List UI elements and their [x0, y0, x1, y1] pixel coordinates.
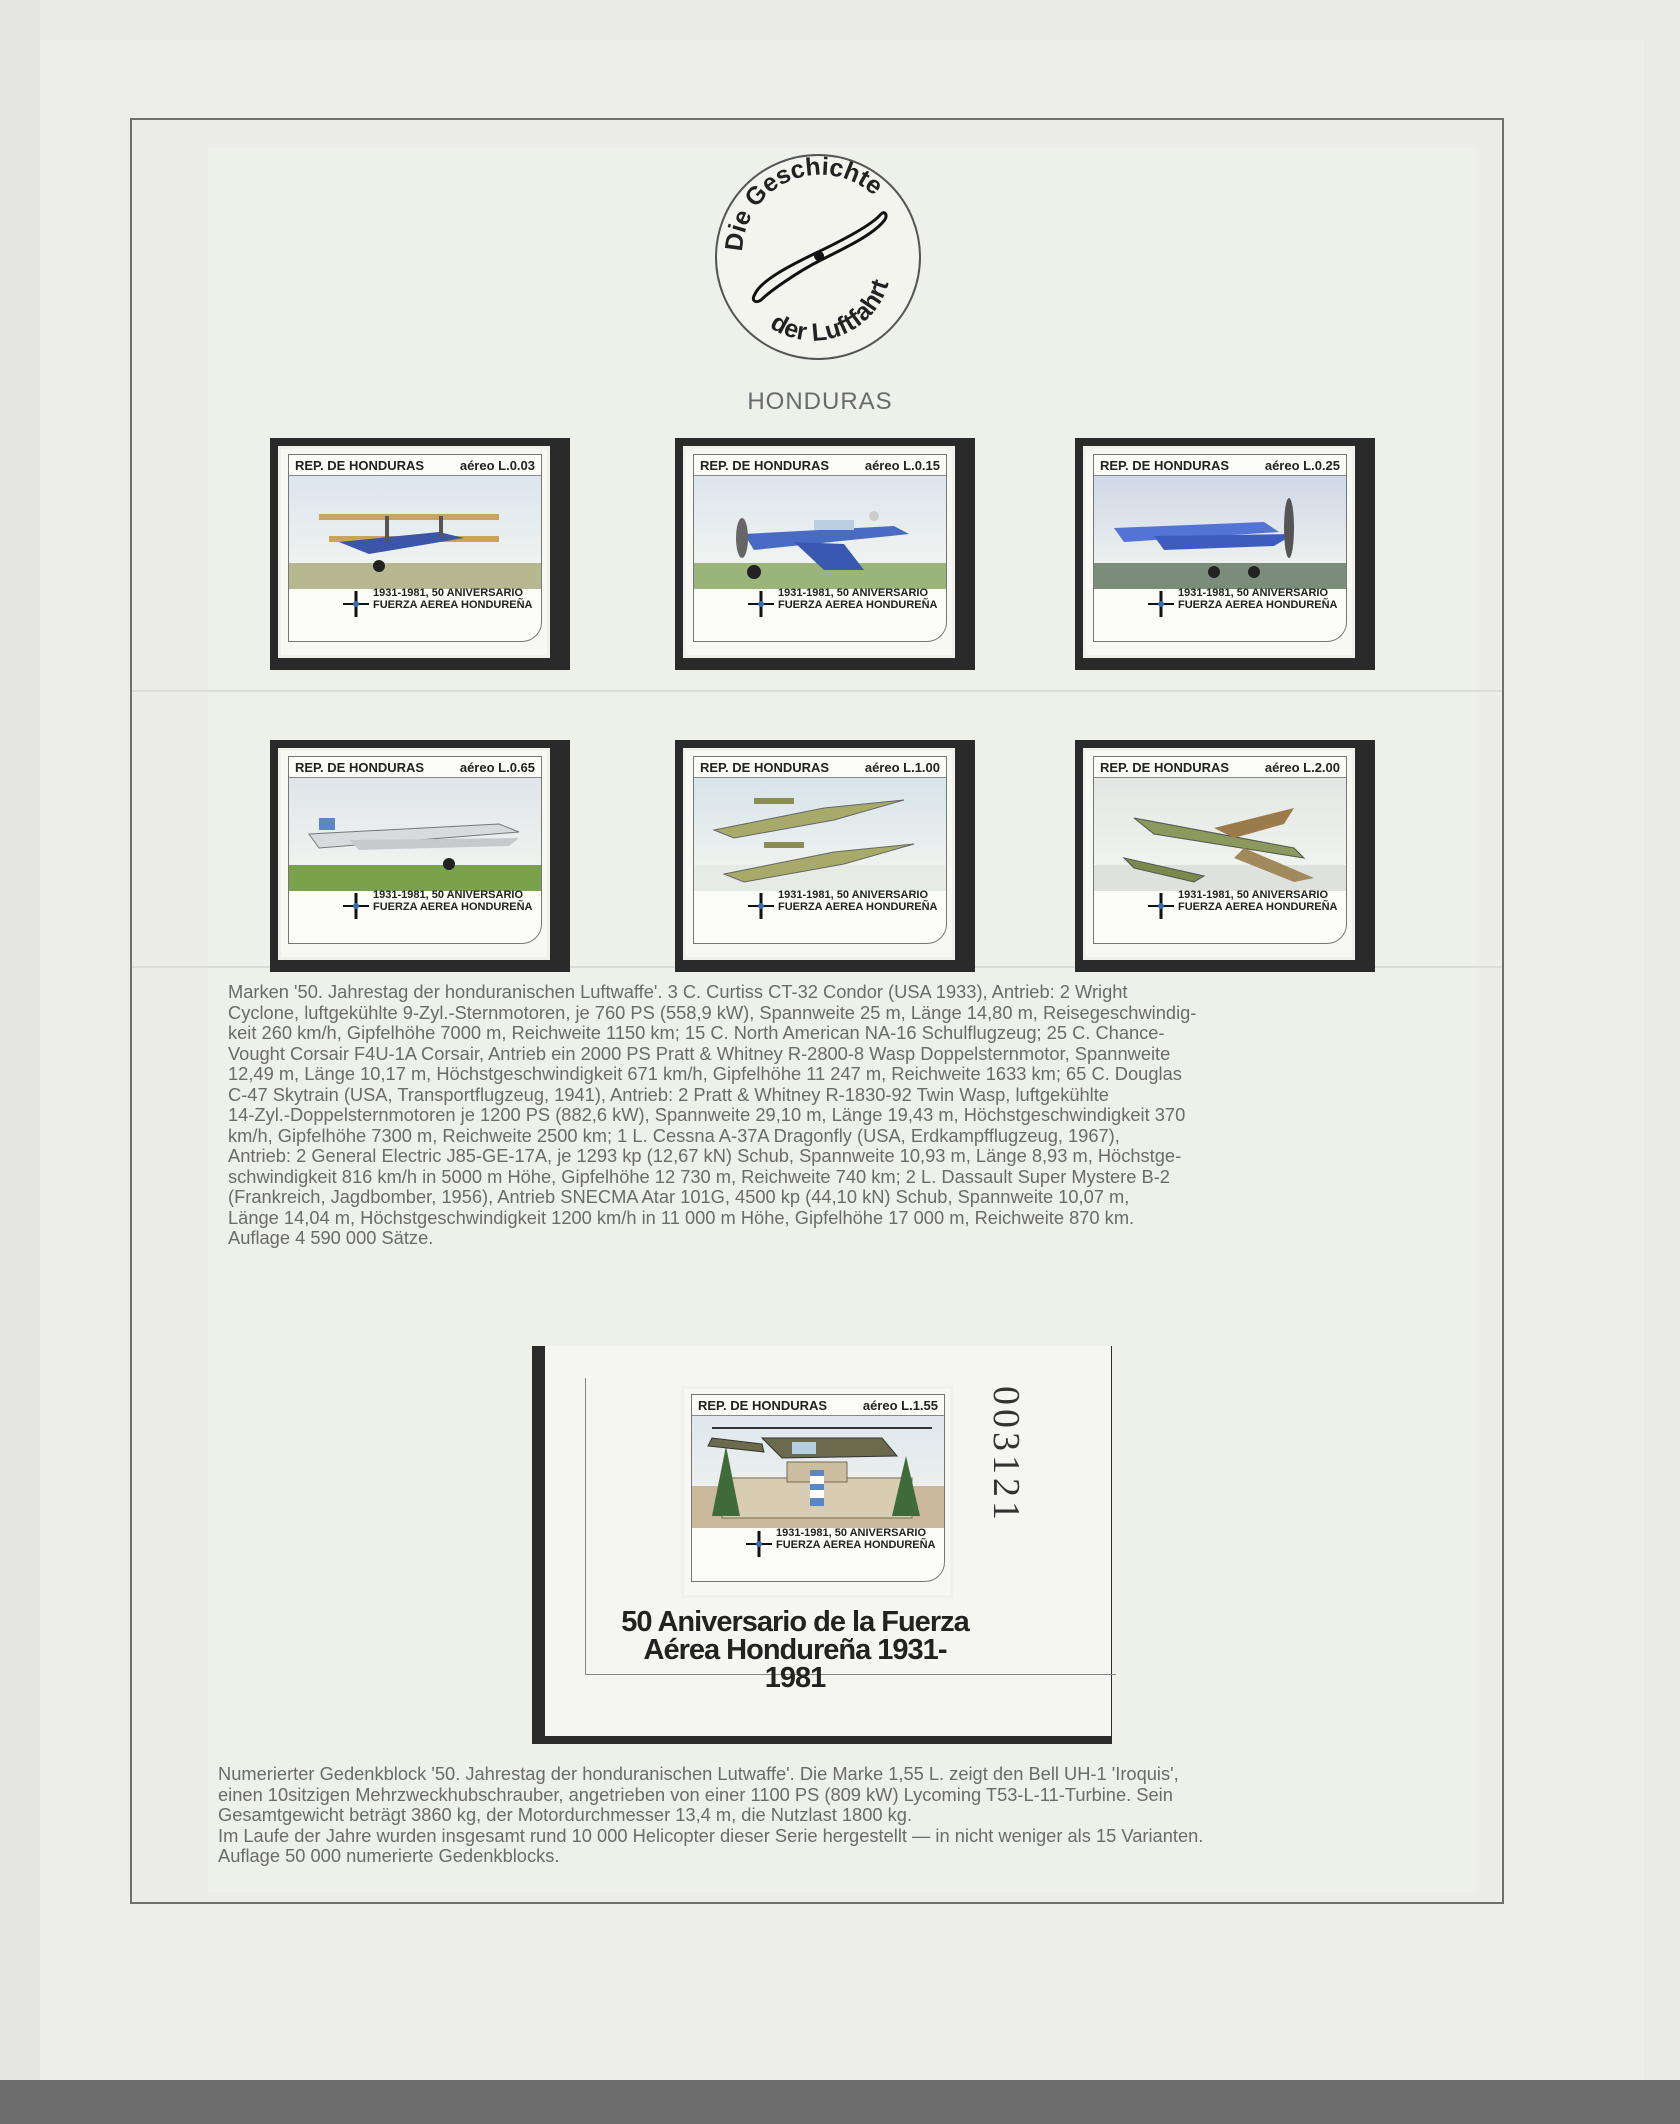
stamp-caption: [1178, 889, 1338, 913]
stamp-header: [694, 757, 946, 778]
description-line: 14-Zyl.-Doppelsternmotoren je 1200 PS (882,6 kW), Spannweite 29,10 m, Länge 19,43 m, Höchstgeschwindigkeit 370: [228, 1104, 1186, 1125]
air-force-emblem-icon: [343, 893, 369, 919]
stamp-caption-line2: FUERZA AEREA HONDUREÑA: [778, 901, 938, 913]
logo-text-top: Die Geschichte: [719, 152, 889, 253]
stamp-caption-line1: 1931-1981, 50 ANIVERSARIO: [373, 587, 523, 599]
stamp-header: [1094, 757, 1346, 778]
helicopter-illustration: [692, 1416, 944, 1528]
stamp-price: aéreo L.0.03: [459, 458, 535, 473]
description-line: Numerierter Gedenkblock '50. Jahrestag der honduranischen Lutwaffe'. Die Marke 1,55 L. zeigt den Bell UH-1 'Iroquis',: [218, 1763, 1179, 1784]
air-force-emblem-icon: [748, 591, 774, 617]
stamp-design: [693, 756, 947, 944]
block-serial-number: 003121: [985, 1386, 1027, 1524]
page-edge-left: [0, 0, 40, 2080]
stamp-4: [270, 740, 570, 972]
stamp-paper: [1083, 748, 1355, 960]
country-heading: HONDURAS: [747, 388, 893, 415]
stamp-country: REP. DE HONDURAS: [700, 760, 830, 775]
souvenir-block: [545, 1346, 1111, 1736]
stamp-header: [1094, 455, 1346, 476]
stamp-country: REP. DE HONDURAS: [700, 458, 830, 473]
stamp-country: REP. DE HONDURAS: [1100, 760, 1230, 775]
description-line: schwindigkeit 816 km/h in 5000 m Höhe, Gipfelhöhe 12 730 m, Reichweite 740 km; 2 L. Dassault Super Mystere B-2: [228, 1165, 1170, 1187]
air-force-emblem-icon: [343, 591, 369, 617]
description-line: 12,49 m, Länge 10,17 m, Höchstgeschwindigkeit 671 km/h, Gipfelhöhe 11 247 m, Reichweite 1633 km; 65 C. Douglas: [228, 1063, 1182, 1084]
stamp-caption-line2: FUERZA AEREA HONDUREÑA: [373, 599, 533, 611]
stamp-caption: [373, 889, 533, 913]
stamp-paper: [683, 748, 955, 960]
stamp-caption-line1: 1931-1981, 50 ANIVERSARIO: [776, 1527, 926, 1539]
souvenir-stamp-design: [691, 1394, 945, 1582]
souvenir-block-description: [218, 1764, 1426, 1867]
description-line: Länge 14,04 m, Höchstgeschwindigkeit 1200 km/h in 11 000 m Höhe, Gipfelhöhe 17 000 m, Reichweite 870 km.: [228, 1206, 1135, 1228]
aircraft-illustration: [694, 476, 946, 588]
stamp-caption-line1: 1931-1981, 50 ANIVERSARIO: [778, 889, 928, 901]
stamp-caption-line2: FUERZA AEREA HONDUREÑA: [1178, 901, 1338, 913]
aircraft-illustration: [1094, 778, 1346, 890]
block-title-line2: Aérea Hondureña 1931-1981: [643, 1634, 947, 1694]
stamp-header: [694, 455, 946, 476]
aircraft-illustration: [694, 778, 946, 890]
stamp-country: REP. DE HONDURAS: [295, 458, 425, 473]
description-line: Antrieb: 2 General Electric J85-GE-17A, je 1293 kp (12,67 kN) Schub, Spannweite 10,93 m, Länge 8,93 m, Höchstge-: [228, 1145, 1182, 1166]
air-force-emblem-icon: [1148, 893, 1174, 919]
stamp-caption-line2: FUERZA AEREA HONDUREÑA: [373, 901, 533, 913]
stamp-3: [1075, 438, 1375, 670]
description-line: Cyclone, luftgekühlte 9-Zyl.-Sternmotoren, je 760 PS (558,9 kW), Spannweite 25 m, Länge 14,80 m, Reisegeschwindig-: [228, 1001, 1197, 1023]
stamp-price: aéreo L.0.25: [1264, 458, 1340, 473]
description-line: (Frankreich, Jagdbomber, 1956), Antrieb SNECMA Atar 101G, 4500 kp (44,10 kN) Schub, Spannweite 10,07 m,: [228, 1186, 1130, 1207]
stamp-6: [1075, 740, 1375, 972]
stamp-design: [1093, 454, 1347, 642]
air-force-emblem-icon: [748, 893, 774, 919]
stamp-price: aéreo L.0.65: [459, 760, 535, 775]
description-line: Gesamtgewicht beträgt 3860 kg, der Motordurchmesser 13,4 m, die Nutzlast 1800 kg.: [218, 1804, 913, 1825]
stamp-price: aéreo L.2.00: [1264, 760, 1340, 775]
stamp-price: aéreo L.1.00: [864, 760, 940, 775]
stamp-header: [289, 757, 541, 778]
stamp-header: [289, 455, 541, 476]
air-force-emblem-icon: [746, 1531, 772, 1557]
aircraft-illustration: [289, 778, 541, 890]
description-line: Vought Corsair F4U-1A Corsair, Antrieb ein 2000 PS Pratt & Whitney R-2800-8 Wasp Doppelsternmotor, Spannweite: [228, 1042, 1171, 1064]
history-of-aviation-logo: [713, 152, 923, 362]
souvenir-stamp-paper: [681, 1386, 953, 1598]
strip-divider-1: [132, 690, 1502, 692]
stamp-header: [692, 1395, 944, 1416]
stamp-caption: [1178, 587, 1338, 611]
description-line: einen 10sitzigen Mehrzweckhubschrauber, angetrieben von einer 1100 PS (809 kW) Lycoming T53-L-11-Turbine. Sein: [218, 1783, 1173, 1805]
aircraft-illustration: [289, 476, 541, 588]
stamp-caption-line2: FUERZA AEREA HONDUREÑA: [1178, 599, 1338, 611]
stamp-design: [693, 454, 947, 642]
stamp-country: REP. DE HONDURAS: [1100, 458, 1230, 473]
stamp-1: [270, 438, 570, 670]
description-line: C-47 Skytrain (USA, Transportflugzeug, 1941), Antrieb: 2 Pratt & Whitney R-1830-92 Twin Wasp, luftgekühlte: [228, 1083, 1109, 1105]
stamp-paper: [278, 446, 550, 658]
page-shadow-bottom: [0, 2080, 1680, 2124]
stamp-design: [288, 756, 542, 944]
air-force-emblem-icon: [1148, 591, 1174, 617]
stamp-design: [1093, 756, 1347, 944]
stamp-paper: [683, 446, 955, 658]
description-line: km/h, Gipfelhöhe 7300 m, Reichweite 2500 km; 1 L. Cessna A-37A Dragonfly (USA, Erdkampfflugzeug, 1967),: [228, 1124, 1120, 1146]
stamp-price: aéreo L.1.55: [862, 1398, 938, 1413]
stamp-caption-line1: 1931-1981, 50 ANIVERSARIO: [778, 587, 928, 599]
description-line: Auflage 50 000 numerierte Gedenkblocks.: [218, 1845, 560, 1866]
stamp-price: aéreo L.0.15: [864, 458, 940, 473]
aircraft-illustration: [1094, 476, 1346, 588]
stamp-2: [675, 438, 975, 670]
stamp-5: [675, 740, 975, 972]
stamp-caption-line1: 1931-1981, 50 ANIVERSARIO: [373, 889, 523, 901]
stamp-caption-line1: 1931-1981, 50 ANIVERSARIO: [1178, 889, 1328, 901]
stamp-caption: [778, 889, 938, 913]
stamp-caption: [373, 587, 533, 611]
stamp-country: REP. DE HONDURAS: [295, 760, 425, 775]
stamp-caption: [778, 587, 938, 611]
stamp-set-description: [228, 982, 1410, 1249]
stamp-caption-line1: 1931-1981, 50 ANIVERSARIO: [1178, 587, 1328, 599]
stamp-caption-line2: FUERZA AEREA HONDUREÑA: [778, 599, 938, 611]
souvenir-stamp: [677, 1382, 967, 1612]
stamp-caption: [776, 1527, 936, 1551]
stamp-caption-line2: FUERZA AEREA HONDUREÑA: [776, 1539, 936, 1551]
stamp-paper: [278, 748, 550, 960]
block-title-line1: 50 Aniversario de la Fuerza: [621, 1606, 969, 1638]
stamp-paper: [1083, 446, 1355, 658]
description-line: keit 260 km/h, Gipfelhöhe 7000 m, Reichweite 1150 km; 15 C. North American NA-16 Schulflugzeug; 25 C. Chance-: [228, 1022, 1165, 1043]
description-line: Marken '50. Jahrestag der honduranischen Luftwaffe'. 3 C. Curtiss CT-32 Condor (USA 1933), Antrieb: 2 Wright: [228, 981, 1128, 1002]
description-line: Im Laufe der Jahre wurden insgesamt rund 10 000 Helicopter dieser Serie hergestellt — in nicht weniger als 15 Varianten.: [218, 1824, 1204, 1846]
logo-text-bottom: der Luftfahrt: [766, 276, 895, 347]
block-title: [615, 1608, 975, 1692]
stamp-design: [288, 454, 542, 642]
stamp-country: REP. DE HONDURAS: [698, 1398, 828, 1413]
description-line: Auflage 4 590 000 Sätze.: [228, 1227, 434, 1248]
